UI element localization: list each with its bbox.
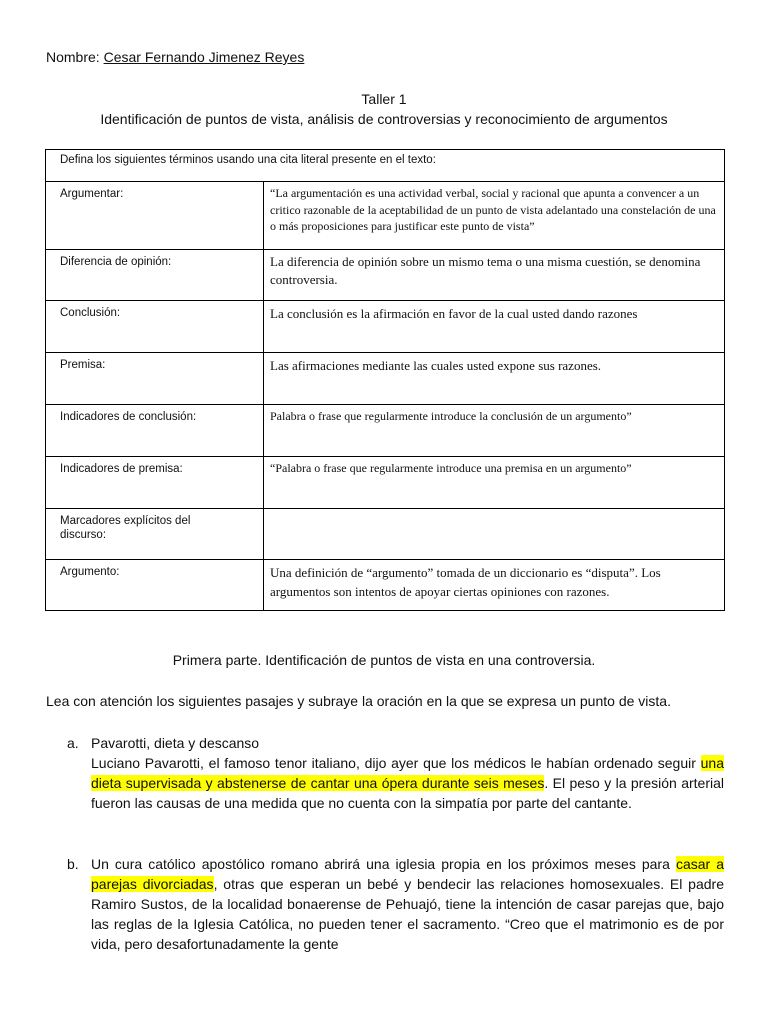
term-cell: Indicadores de conclusión: bbox=[46, 405, 264, 457]
student-name-line bbox=[46, 49, 304, 65]
table-row bbox=[46, 457, 725, 509]
term-cell: Premisa: bbox=[46, 353, 264, 405]
table-row bbox=[46, 560, 725, 611]
table-header-row bbox=[46, 150, 725, 182]
table-row bbox=[46, 353, 725, 405]
definition-cell: La conclusión es la afirmación en favor de la cual usted dando razones bbox=[264, 301, 725, 353]
table-row bbox=[46, 405, 725, 457]
passage-text bbox=[91, 753, 724, 813]
document-title: Taller 1 bbox=[361, 91, 407, 107]
highlighted-viewpoint: una dieta supervisada y abstenerse de cantar una ópera durante seis meses bbox=[91, 755, 724, 791]
name-label: Nombre: bbox=[46, 49, 100, 65]
definition-cell: “La argumentación es una actividad verbal, social y racional que apunta a convencer a un critico razonable de la aceptabilidad de un punto de vista adelantado una constelación de una o más proposiciones para justificar este punto de vista” bbox=[264, 182, 725, 250]
passage-text-start: Luciano Pavarotti, el famoso tenor italiano, dijo ayer que los médicos le habían ordenado seguir bbox=[91, 755, 701, 771]
section-title: Primera parte. Identificación de puntos de vista en una controversia. bbox=[172, 652, 596, 668]
list-item bbox=[67, 733, 724, 813]
term-cell: Indicadores de premisa: bbox=[46, 457, 264, 509]
table-row bbox=[46, 301, 725, 353]
definition-cell: Las afirmaciones mediante las cuales usted expone sus razones. bbox=[264, 353, 725, 405]
term-cell: Diferencia de opinión: bbox=[46, 250, 264, 301]
passage-text-end: . El peso y la presión arterial fueron las causas de una medida que no cuenta con la simpatía por parte del cantante. bbox=[91, 775, 724, 811]
definitions-table bbox=[45, 149, 725, 611]
table-row bbox=[46, 250, 725, 301]
table-instruction: Defina los siguientes términos usando una cita literal presente en el texto: bbox=[46, 150, 725, 182]
document-subtitle: Identificación de puntos de vista, análisis de controversias y reconocimiento de argumentos bbox=[100, 111, 668, 127]
highlighted-viewpoint: casar a parejas divorciadas bbox=[91, 856, 724, 892]
student-name: Cesar Fernando Jimenez Reyes bbox=[103, 49, 305, 65]
passage-text-start: Un cura católico apostólico romano abrirá una iglesia propia en los próximos meses para bbox=[91, 856, 676, 872]
term-cell: Argumentar: bbox=[46, 182, 264, 250]
definition-cell bbox=[264, 509, 725, 560]
definition-cell: Palabra o frase que regularmente introduce la conclusión de un argumento” bbox=[264, 405, 725, 457]
list-marker: b. bbox=[67, 856, 79, 872]
definition-cell: Una definición de “argumento” tomada de un diccionario es “disputa”. Los argumentos son intentos de apoyar ciertas opiniones con razones. bbox=[264, 560, 725, 611]
definition-cell: La diferencia de opinión sobre un mismo tema o una misma cuestión, se denomina controversia. bbox=[264, 250, 725, 301]
term-cell: Conclusión: bbox=[46, 301, 264, 353]
passage-text-end: , otras que esperan un bebé y bendecir las relaciones homosexuales. El padre Ramiro Sustos, de la localidad bonaerense de Pehuajó, tiene la intención de casar parejas que, bajo las reglas de la Iglesia Católica, no pueden tener el sacramento. “Creo que el matrimonio es de por vida, pero desafortunadamente la gente bbox=[91, 876, 724, 952]
section-instructions: Lea con atención los siguientes pasajes y subraye la oración en la que se expresa un punto de vista. bbox=[46, 693, 671, 709]
table-row bbox=[46, 182, 725, 250]
list-item bbox=[67, 854, 724, 954]
passage-title: Pavarotti, dieta y descanso bbox=[91, 735, 260, 751]
table-row bbox=[46, 509, 725, 560]
passage-text bbox=[91, 854, 724, 954]
term-cell: Argumento: bbox=[46, 560, 264, 611]
term-cell: Marcadores explícitos del discurso: bbox=[46, 509, 264, 560]
list-marker: a. bbox=[67, 735, 79, 751]
definition-cell: “Palabra o frase que regularmente introduce una premisa en un argumento” bbox=[264, 457, 725, 509]
